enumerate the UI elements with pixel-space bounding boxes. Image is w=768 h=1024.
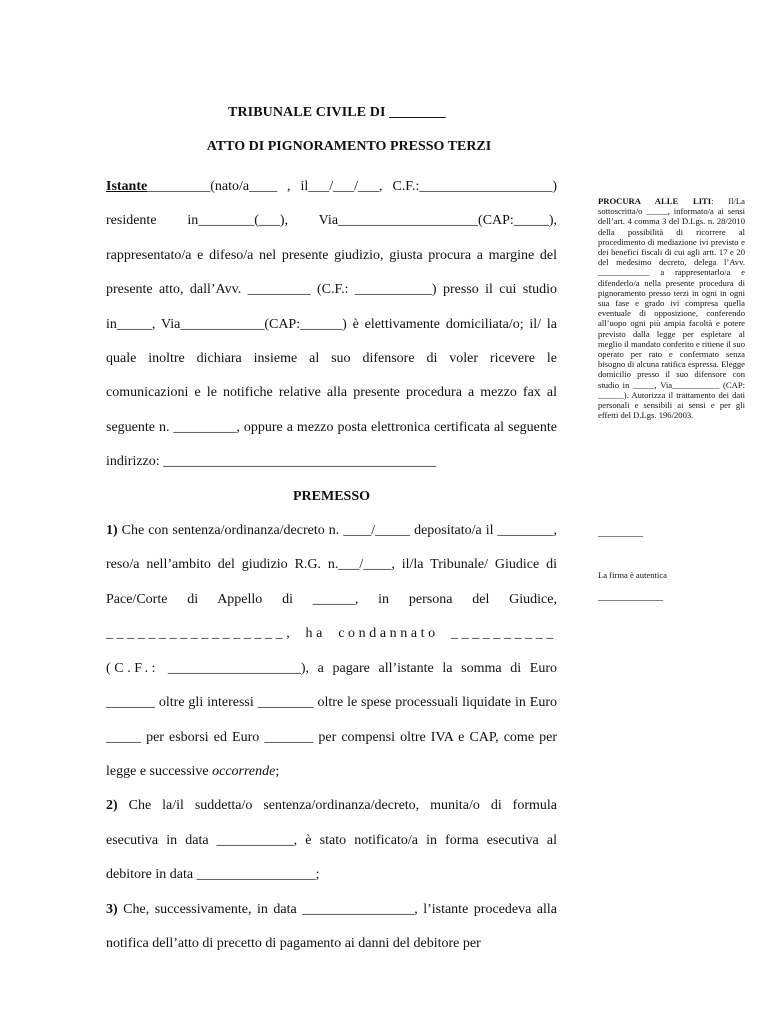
premessa-1-italic: occorrende — [212, 763, 276, 779]
istante-paragraph — [106, 170, 557, 480]
premesso-heading: PREMESSO — [292, 488, 370, 504]
istante-label: Istante — [106, 179, 148, 194]
premessa-3-number: 3) — [106, 901, 118, 917]
firma-autentica-label: La firma è autentica — [598, 570, 667, 580]
premessa-1-text-b: _________________, ha condannato __________ (C.F.: — [106, 626, 557, 676]
premessa-3-text: Che, successivamente, in data ________________, l’istante procedeva alla notifica dell’atto di precetto di pagamento ai danni del debitore per — [106, 901, 557, 951]
premessa-2-text: Che la/il suddetta/o sentenza/ordinanza/decreto, munita/o di formula esecutiva in data ___________, è stato notificato/a in forma esecutiva al debitore in data _________________; — [106, 798, 557, 883]
premessa-1 — [106, 514, 557, 789]
procura-sidebar — [598, 196, 745, 420]
premessa-2-number: 2) — [106, 798, 118, 814]
istante-text: _________(nato/a____ , il___/___/___, C.F.:___________________) residente in________(___), Via____________________(CAP:_____), rappresentato/a e difeso/a nel presente giudizio, giusta procura a margine del presente atto, dall’Avv. _________ (C.F.: ___________) presso il cui studio in_____, Via____________(CAP:______) è elettivamente domiciliata/o; il/ la quale inoltre dichiara insieme al suo difensore di voler ricevere le comunicazioni e le notifiche relative alla presente procedura a mezzo fax al seguente n. _________, oppure a mezzo posta elettronica certificata al seguente indirizzo: _______________________________________ — [106, 179, 557, 470]
procura-title: PROCURA ALLE LITI — [598, 196, 712, 206]
premessa-2 — [106, 789, 557, 892]
act-title: ATTO DI PIGNORAMENTO PRESSO TERZI — [206, 139, 492, 154]
procura-text: Il/La sottoscritta/o _____, informato/a ai sensi dell’art. 4 comma 3 del D.Lgs. n. 28/2010 della possibilità di ricorrere al procedimento di mediazione ivi previsto e dei benefici fiscali di cui agli artt. 17 e 20 del medesimo decreto, delega l’Avv. ____________ a rappresentarlo/a e difenderlo/a nella presente procedura di pignoramento presso terzi in ogni in ogni sua fase e grado ivi compresa quella eventuale di opposizione, conferendo all’uopo ogni più ampia facoltà e potere previsto dalla legge per espletare al meglio il mandato conferito e ritiene il suo operato per rato e confermato senza bisogno di alcuna ratifica espressa. Elegge domicilio presso il suo difensore con studio in _____, Via___________ (CAP: ______). Autorizza il trattamento dei dati personali e sensibili ai sensi e per gli effetti del D.Lgs. 196/2003. — [598, 196, 745, 421]
signature-line-lawyer: _____________ — [598, 591, 663, 602]
signature-line-client: _________ — [598, 527, 643, 538]
main-body — [106, 170, 557, 961]
premessa-3 — [106, 893, 557, 962]
premessa-1-text-a: Che con sentenza/ordinanza/decreto n. ____/_____ depositato/a il ________, reso/a nell’ambito del giudizio R.G. n.___/____, il/la Tribunale/ Giudice di Pace/Corte di Appello di ______, in persona del Giudice, — [106, 523, 557, 607]
court-title: TRIBUNALE CIVILE DI ________ — [228, 105, 446, 120]
premessa-1-text-c: ___________________), a pagare all’istante la somma di Euro _______ oltre gli interessi ________ oltre le spese processuali liquidate in Euro _____ per esborsi ed Euro _______ per compensi oltre IVA e CAP, come per legge e successive — [106, 660, 558, 779]
premessa-1-end: ; — [275, 763, 280, 779]
premessa-1-number: 1) — [106, 523, 118, 539]
procura-colon: : — [711, 196, 714, 206]
